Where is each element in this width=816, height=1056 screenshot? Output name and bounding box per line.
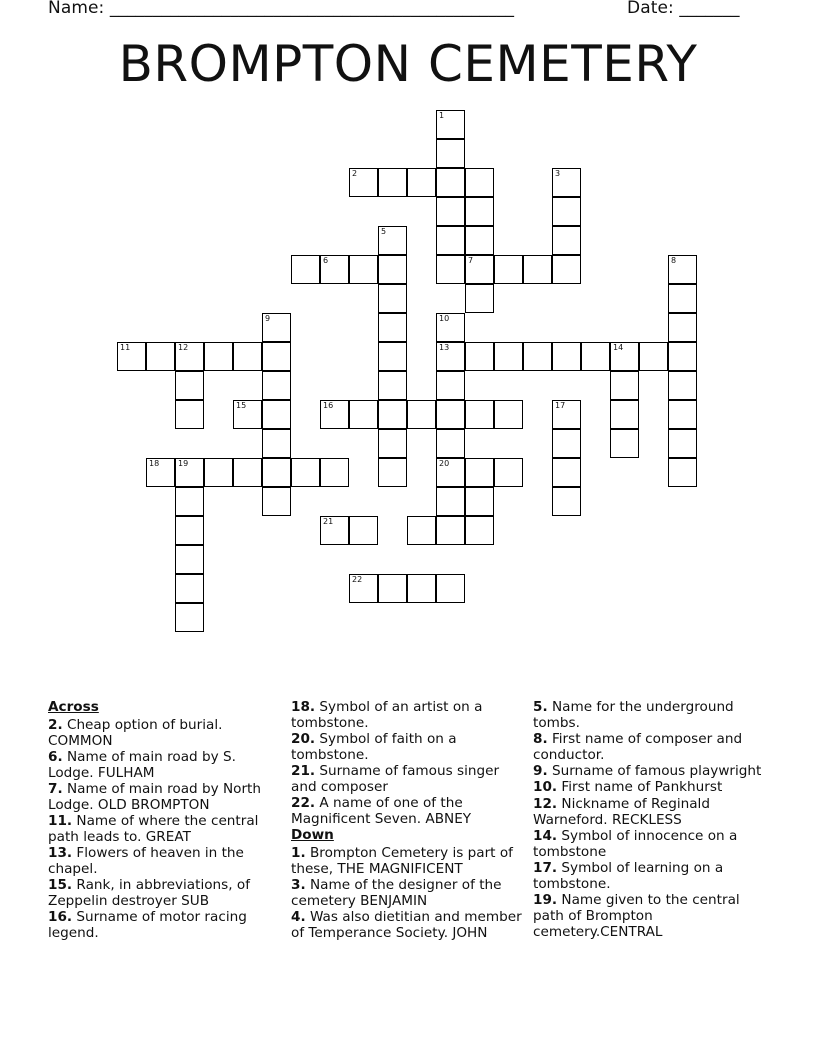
grid-cell[interactable]	[668, 371, 697, 400]
grid-cell[interactable]	[494, 400, 523, 429]
grid-cell[interactable]	[436, 400, 465, 429]
grid-cell[interactable]	[436, 110, 465, 139]
grid-cell[interactable]	[552, 255, 581, 284]
clue-number: 20	[439, 459, 450, 468]
grid-cell[interactable]	[378, 313, 407, 342]
grid-cell[interactable]	[523, 255, 552, 284]
clue-number: 18	[149, 459, 160, 468]
clue-number: 12	[178, 343, 189, 352]
grid-cell[interactable]	[436, 429, 465, 458]
grid-cell[interactable]	[581, 342, 610, 371]
grid-cell[interactable]	[465, 284, 494, 313]
grid-cell[interactable]	[320, 400, 349, 429]
clue-down-12: 12. Nickname of Reginald Warneford. RECKLESS	[533, 795, 710, 828]
grid-cell[interactable]	[465, 516, 494, 545]
clue-number: 17	[555, 401, 566, 410]
down-heading: Down	[291, 827, 334, 844]
grid-cell[interactable]	[436, 371, 465, 400]
grid-cell[interactable]	[262, 487, 291, 516]
clue-number: 8	[671, 256, 677, 265]
grid-cell[interactable]	[175, 487, 204, 516]
clue-down-14: 14. Symbol of innocence on a tombstone	[533, 827, 738, 860]
clue-number: 3	[555, 169, 561, 178]
grid-cell[interactable]	[175, 342, 204, 371]
grid-cell[interactable]	[668, 342, 697, 371]
grid-cell[interactable]	[668, 284, 697, 313]
clue-across-22: 22. A name of one of the Magnificent Seven. ABNEY	[291, 795, 472, 828]
grid-cell[interactable]	[494, 342, 523, 371]
grid-cell[interactable]	[407, 168, 436, 197]
clue-down-19: 19. Name given to the central path of Brompton cemetery.CENTRAL	[533, 892, 740, 940]
clue-number: 15	[236, 401, 247, 410]
clue-number: 22	[352, 575, 363, 584]
grid-cell[interactable]	[291, 255, 320, 284]
grid-cell[interactable]	[146, 458, 175, 487]
clue-number: 21	[323, 517, 334, 526]
grid-cell[interactable]	[436, 458, 465, 487]
grid-cell[interactable]	[349, 400, 378, 429]
clue-across-11: 11. Name of where the central path leads to. GREAT	[48, 813, 259, 845]
grid-cell[interactable]	[552, 400, 581, 429]
clue-across-16: 16. Surname of motor racing legend.	[48, 909, 247, 942]
grid-cell[interactable]	[610, 400, 639, 429]
grid-cell[interactable]	[465, 487, 494, 516]
grid-cell[interactable]	[436, 487, 465, 516]
grid-cell[interactable]	[175, 574, 204, 603]
grid-cell[interactable]	[610, 342, 639, 371]
clue-down-4: 4. Was also dietitian and member of Temperance Society. JOHN	[291, 909, 522, 942]
grid-cell[interactable]	[436, 255, 465, 284]
grid-cell[interactable]	[494, 255, 523, 284]
grid-cell[interactable]	[465, 400, 494, 429]
grid-cell[interactable]	[465, 226, 494, 255]
grid-cell[interactable]	[320, 516, 349, 545]
grid-cell[interactable]	[436, 342, 465, 371]
grid-cell[interactable]	[378, 574, 407, 603]
grid-cell[interactable]	[668, 255, 697, 284]
clue-number: 13	[439, 343, 450, 352]
grid-cell[interactable]	[175, 458, 204, 487]
grid-cell[interactable]	[639, 342, 668, 371]
grid-cell[interactable]	[175, 545, 204, 574]
clue-number: 7	[468, 256, 474, 265]
across-heading: Across	[48, 699, 99, 715]
clue-down-1: 1. Brompton Cemetery is part of these, THE MAGNIFICENT	[291, 845, 513, 877]
date-field-label: Date: _______	[627, 0, 740, 18]
grid-cell[interactable]	[175, 371, 204, 400]
clue-across-20: 20. Symbol of faith on a tombstone.	[291, 731, 457, 763]
clues-column-2	[291, 700, 523, 942]
grid-cell[interactable]	[436, 168, 465, 197]
grid-cell[interactable]	[465, 168, 494, 197]
grid-cell[interactable]	[465, 342, 494, 371]
clue-number: 10	[439, 314, 450, 323]
grid-cell[interactable]	[378, 458, 407, 487]
puzzle-title: BROMPTON CEMETERY	[118, 35, 698, 93]
clue-across-7: 7. Name of main road by North Lodge. OLD BROMPTON	[48, 780, 261, 813]
grid-cell[interactable]	[552, 168, 581, 197]
grid-cell[interactable]	[465, 458, 494, 487]
clue-number: 6	[323, 256, 329, 265]
clue-across-21: 21. Surname of famous singer and composer	[291, 763, 500, 795]
grid-cell[interactable]	[552, 226, 581, 255]
clue-down-8: 8. First name of composer and conductor.	[533, 731, 743, 763]
grid-cell[interactable]	[175, 603, 204, 632]
clue-across-15: 15. Rank, in abbreviations, of Zeppelin destroyer SUB	[48, 877, 251, 910]
grid-cell[interactable]	[436, 516, 465, 545]
grid-cell[interactable]	[378, 342, 407, 371]
grid-cell[interactable]	[233, 400, 262, 429]
grid-cell[interactable]	[378, 226, 407, 255]
clue-number: 2	[352, 169, 358, 178]
clue-number: 9	[265, 314, 271, 323]
grid-cell[interactable]	[378, 255, 407, 284]
grid-cell[interactable]	[233, 342, 262, 371]
clue-down-5: 5. Name for the underground tombs.	[533, 699, 734, 731]
grid-cell[interactable]	[320, 255, 349, 284]
grid-cell[interactable]	[262, 458, 291, 487]
grid-cell[interactable]	[465, 197, 494, 226]
grid-cell[interactable]	[552, 487, 581, 516]
grid-cell[interactable]	[436, 197, 465, 226]
grid-cell[interactable]	[349, 255, 378, 284]
grid-cell[interactable]	[262, 400, 291, 429]
clue-down-17: 17. Symbol of learning on a tombstone.	[533, 859, 724, 892]
grid-cell[interactable]	[204, 342, 233, 371]
grid-cell[interactable]	[204, 458, 233, 487]
grid-cell[interactable]	[262, 371, 291, 400]
clue-down-10: 10. First name of Pankhurst	[533, 779, 723, 796]
grid-cell[interactable]	[175, 400, 204, 429]
clue-number: 16	[323, 401, 334, 410]
clue-across-18: 18. Symbol of an artist on a tombstone.	[291, 699, 483, 731]
grid-cell[interactable]	[349, 516, 378, 545]
clue-across-13: 13. Flowers of heaven in the chapel.	[48, 845, 244, 877]
grid-cell[interactable]	[668, 458, 697, 487]
grid-cell[interactable]	[407, 516, 436, 545]
grid-cell[interactable]	[436, 313, 465, 342]
grid-cell[interactable]	[291, 458, 320, 487]
grid-cell[interactable]	[117, 342, 146, 371]
grid-cell[interactable]	[610, 371, 639, 400]
grid-cell[interactable]	[523, 342, 552, 371]
clues-column-1	[48, 700, 280, 942]
clue-number: 5	[381, 227, 387, 236]
grid-cell[interactable]	[668, 400, 697, 429]
clue-down-3: 3. Name of the designer of the cemetery BENJAMIN	[291, 877, 502, 910]
grid-cell[interactable]	[465, 255, 494, 284]
clue-number: 19	[178, 459, 189, 468]
clues-column-3	[533, 700, 765, 941]
clue-number: 11	[120, 343, 131, 352]
grid-cell[interactable]	[349, 168, 378, 197]
grid-cell[interactable]	[436, 226, 465, 255]
grid-cell[interactable]	[610, 429, 639, 458]
clue-number: 14	[613, 343, 624, 352]
grid-cell[interactable]	[349, 574, 378, 603]
grid-cell[interactable]	[552, 429, 581, 458]
grid-cell[interactable]	[668, 313, 697, 342]
grid-cell[interactable]	[262, 342, 291, 371]
clue-number: 1	[439, 111, 445, 120]
grid-cell[interactable]	[320, 458, 349, 487]
grid-cell[interactable]	[552, 197, 581, 226]
grid-cell[interactable]	[668, 429, 697, 458]
grid-cell[interactable]	[378, 400, 407, 429]
grid-cell[interactable]	[262, 429, 291, 458]
grid-cell[interactable]	[407, 574, 436, 603]
grid-cell[interactable]	[146, 342, 175, 371]
clue-across-6: 6. Name of main road by S. Lodge. FULHAM	[48, 748, 236, 781]
grid-cell[interactable]	[233, 458, 262, 487]
grid-cell[interactable]	[436, 574, 465, 603]
clue-down-9: 9. Surname of famous playwright	[533, 763, 762, 780]
grid-cell[interactable]	[436, 139, 465, 168]
grid-cell[interactable]	[552, 342, 581, 371]
grid-cell[interactable]	[378, 168, 407, 197]
grid-cell[interactable]	[552, 458, 581, 487]
grid-cell[interactable]	[494, 458, 523, 487]
clue-across-2: 2. Cheap option of burial. COMMON	[48, 716, 223, 749]
grid-cell[interactable]	[378, 371, 407, 400]
grid-cell[interactable]	[175, 516, 204, 545]
grid-cell[interactable]	[378, 429, 407, 458]
grid-cell[interactable]	[378, 284, 407, 313]
name-field-label: Name: _______________________________________________	[48, 0, 515, 18]
grid-cell[interactable]	[407, 400, 436, 429]
grid-cell[interactable]	[262, 313, 291, 342]
